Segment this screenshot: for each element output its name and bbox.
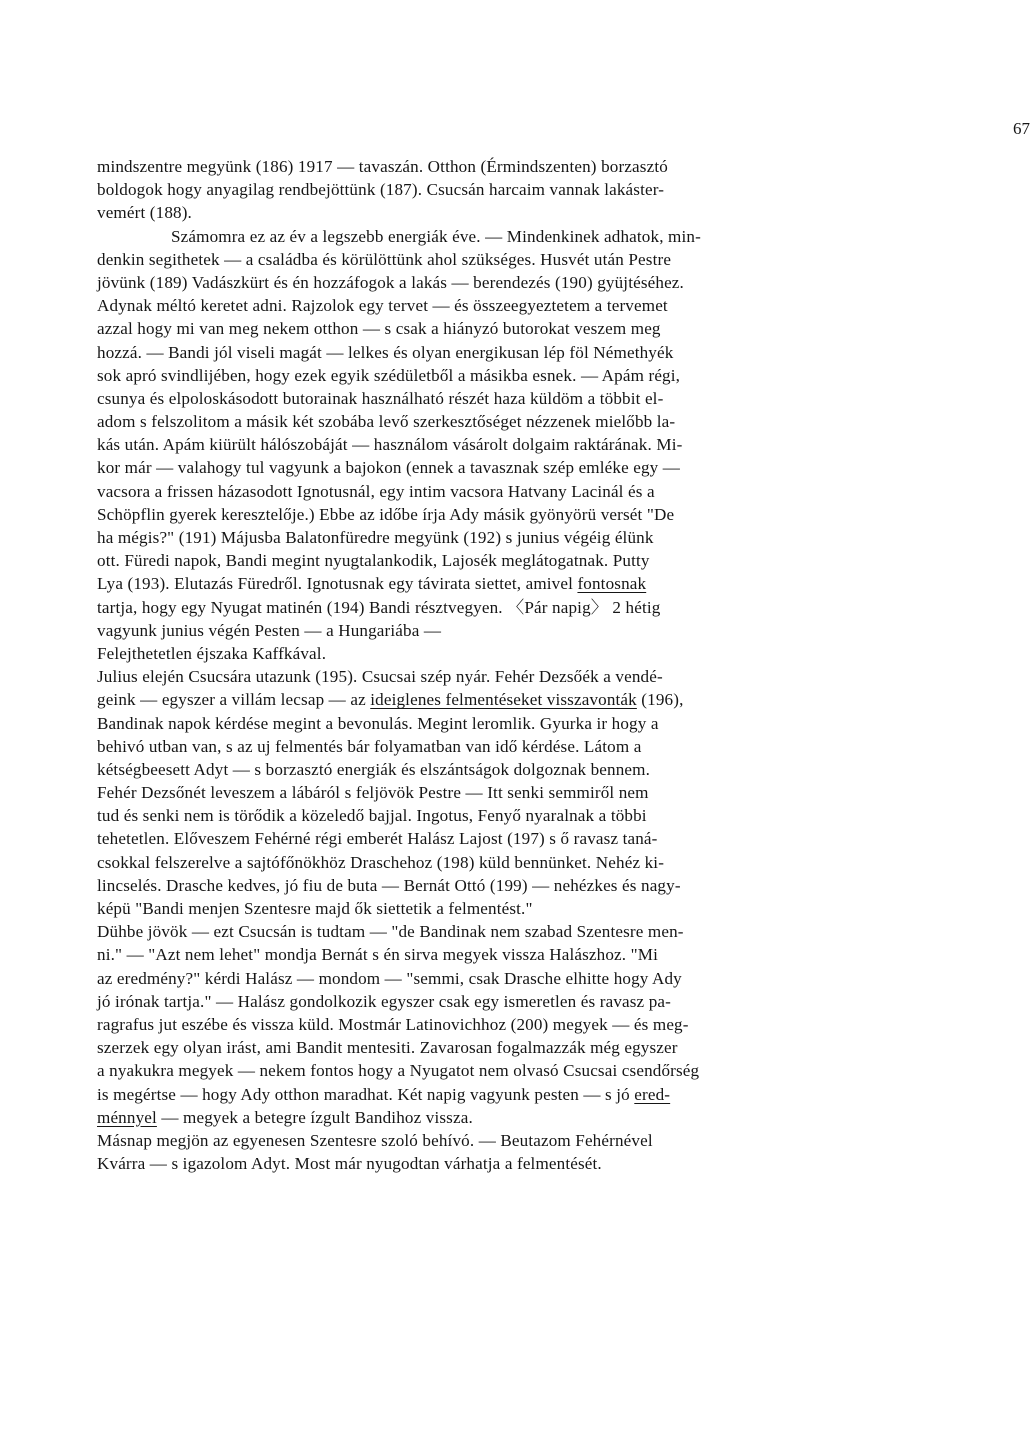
line-text: mindszentre megyünk (186) 1917 — tavaszán. Otthon (Érmindszenten) borzasztó	[97, 157, 668, 176]
underlined-phrase: ménnyel	[97, 1107, 157, 1127]
line-text: képü "Bandi menjen Szentesre majd ők siettetik a felmentést."	[97, 899, 533, 918]
text-line	[97, 549, 997, 572]
line-text: denkin segithetek — a családba és körülöttünk ahol szükséges. Husvét után Pestre	[97, 249, 672, 269]
line-text: Fehér Dezsőnét leveszem a lábáról s feljövök Pestre — Itt senki semmiről nem	[97, 783, 649, 803]
line-text: Lya (193). Elutazás Füredről. Ignotusnak egy távirata siettet, amivel	[97, 574, 578, 594]
line-text: az eredmény?" kérdi Halász — mondom — "semmi, csak Drasche elhitte hogy Ady	[97, 968, 682, 988]
text-line	[97, 665, 997, 688]
text-line	[97, 410, 997, 433]
line-text-after: (196),	[636, 690, 684, 710]
text-line	[97, 642, 997, 665]
text-line	[97, 341, 997, 364]
line-text: boldogok hogy anyagilag rendbejöttünk (187). Csucsán harcaim vannak lakáster-	[97, 180, 665, 200]
text-line	[97, 758, 997, 781]
text-line	[97, 271, 997, 294]
line-text: Adynak méltó keretet adni. Rajzolok egy tervet — és összeegyeztetem a tervemet	[97, 296, 668, 316]
text-line	[97, 712, 997, 735]
text-line	[97, 480, 997, 503]
text-line	[97, 225, 997, 248]
line-text: vemért (188).	[97, 203, 192, 223]
text-line	[97, 433, 997, 456]
line-text: kor már — valahogy tul vagyunk a bajokon (ennek a tavasznak szép emléke egy —	[97, 458, 681, 478]
line-text-after: — megyek a betegre ízgult Bandihoz vissza.	[156, 1107, 473, 1127]
text-line	[97, 897, 997, 920]
text-line	[97, 967, 997, 990]
text-line	[97, 1013, 997, 1036]
text-line	[97, 781, 997, 804]
text-line	[97, 851, 997, 874]
text-line	[97, 317, 997, 340]
line-text: jövünk (189) Vadászkürt és én hozzáfogok a lakás — berendezés (190) gyüjtéséhez.	[97, 272, 684, 292]
text-line	[97, 1083, 997, 1106]
line-text: csunya és elpoloskásodott butorainak használható részét haza küldöm a többit el-	[97, 388, 664, 408]
text-line	[97, 1129, 997, 1152]
text-line	[97, 990, 997, 1013]
line-text: vacsora a frissen házasodott Ignotusnál, egy intim vacsora Hatvany Lacinál és a	[97, 481, 655, 501]
text-line	[97, 596, 997, 619]
line-text: lincselés. Drasche kedves, jó fiu de buta — Bernát Ottó (199) — nehézkes és nagy-	[97, 875, 681, 895]
text-line	[97, 364, 997, 387]
line-text: azzal hogy mi van meg nekem otthon — s csak a hiányzó butorokat veszem meg	[97, 319, 661, 339]
line-text: Számomra ez az év a legszebb energiák éve. — Mindenkinek adhatok, min-	[171, 226, 701, 246]
underlined-phrase: ered-	[634, 1084, 671, 1104]
underlined-phrase: ideiglenes felmentéseket visszavonták	[370, 690, 637, 710]
line-text: ragrafus jut eszébe és vissza küld. Mostmár Latinovichhoz (200) megyek — és meg-	[97, 1014, 689, 1034]
line-text: jó irónak tartja." — Halász gondolkozik egyszer csak egy ismeretlen és ravasz pa-	[97, 991, 671, 1011]
text-line	[97, 456, 997, 479]
text-line	[97, 201, 997, 224]
line-text: behivó utban van, s az uj felmentés bár folyamatban van idő kérdése. Látom a	[97, 736, 642, 756]
line-text: geink — egyszer a villám lecsap — az	[97, 690, 371, 710]
text-line	[97, 688, 997, 711]
line-text: ott. Füredi napok, Bandi megint nyugtalankodik, Lajosék meglátogatnak. Putty	[97, 551, 650, 571]
line-text: Julius elején Csucsára utazunk (195). Csucsai szép nyár. Fehér Dezsőék a vendé-	[97, 667, 663, 687]
line-text: hozzá. — Bandi jól viseli magát — lelkes és olyan energikusan lép föl Némethyék	[97, 342, 674, 362]
line-text: Másnap megjön az egyenesen Szentesre szoló behívó. — Beutazom Fehérnével	[97, 1130, 653, 1150]
line-text: kás után. Apám kiürült hálószobáját — használom vásárolt dolgaim raktárának. Mi-	[97, 435, 683, 455]
line-text: szerzek egy olyan irást, ami Bandit mentesiti. Zavarosan fogalmazzák még egyszer	[97, 1038, 678, 1058]
text-line	[97, 178, 997, 201]
line-text: Felejthetetlen éjszaka Kaffkával.	[97, 643, 327, 663]
text-line	[97, 294, 997, 317]
line-text: kétségbeesett Adyt — s borzasztó energiák és elszántságok dolgoznak bennem.	[97, 759, 651, 779]
line-text: vagyunk junius végén Pesten — a Hungariába —	[97, 620, 442, 640]
line-text: Bandinak napok kérdése megint a bevonulás. Megint leromlik. Gyurka ir hogy a	[97, 713, 659, 733]
text-line	[97, 572, 997, 595]
text-line	[97, 503, 997, 526]
line-text: tartja, hogy egy Nyugat matinén (194) Bandi résztvegyen. 〈Pár napig〉 2 hétig	[97, 597, 661, 617]
text-line	[97, 526, 997, 549]
text-line	[97, 735, 997, 758]
text-line	[97, 804, 997, 827]
text-line	[97, 248, 997, 271]
line-text: Schöpflin gyerek keresztelője.) Ebbe az időbe írja Ady másik gyönyörü versét "De	[97, 504, 675, 524]
text-line	[97, 1036, 997, 1059]
text-line	[97, 943, 997, 966]
line-text: Kvárra — s igazolom Adyt. Most már nyugodtan várhatja a felmentését.	[97, 1154, 602, 1174]
body-text	[97, 155, 997, 1175]
line-text: sok apró svindlijében, hogy ezek egyik szédületből a másikba esnek. — Apám régi,	[97, 365, 681, 385]
line-text: csokkal felszerelve a sajtófőnökhöz Draschehoz (198) küld bennünket. Nehéz ki-	[97, 852, 665, 872]
line-text: ha mégis?" (191) Májusba Balatonfüredre megyünk (192) s junius végéig élünk	[97, 528, 654, 547]
line-text: ni." — "Azt nem lehet" mondja Bernát s én sirva megyek vissza Halászhoz. "Mi	[97, 945, 659, 965]
underlined-phrase: fontosnak	[577, 574, 647, 594]
text-line	[97, 827, 997, 850]
line-text: Dühbe jövök — ezt Csucsán is tudtam — "de Bandinak nem szabad Szentesre men-	[97, 922, 684, 942]
text-line	[97, 1152, 997, 1175]
text-line	[97, 920, 997, 943]
text-line	[97, 874, 997, 897]
line-text: tehetetlen. Előveszem Fehérné régi emberét Halász Lajost (197) s ő ravasz taná-	[97, 829, 658, 849]
line-text: adom s felszolitom a másik két szobába levő szerkesztőséget nézzenek mielőbb la-	[97, 412, 676, 432]
text-line	[97, 1106, 997, 1129]
text-line	[97, 387, 997, 410]
text-line	[97, 619, 997, 642]
line-text: a nyakukra megyek — nekem fontos hogy a Nyugatot nem olvasó Csucsai csendőrség	[97, 1061, 700, 1081]
text-line	[97, 155, 997, 178]
text-line	[97, 1059, 997, 1082]
line-text: tud és senki nem is törődik a közeledő bajjal. Ingotus, Fenyő nyaralnak a többi	[97, 806, 647, 826]
line-text: is megértse — hogy Ady otthon maradhat. Két napig vagyunk pesten — s jó	[97, 1084, 635, 1104]
